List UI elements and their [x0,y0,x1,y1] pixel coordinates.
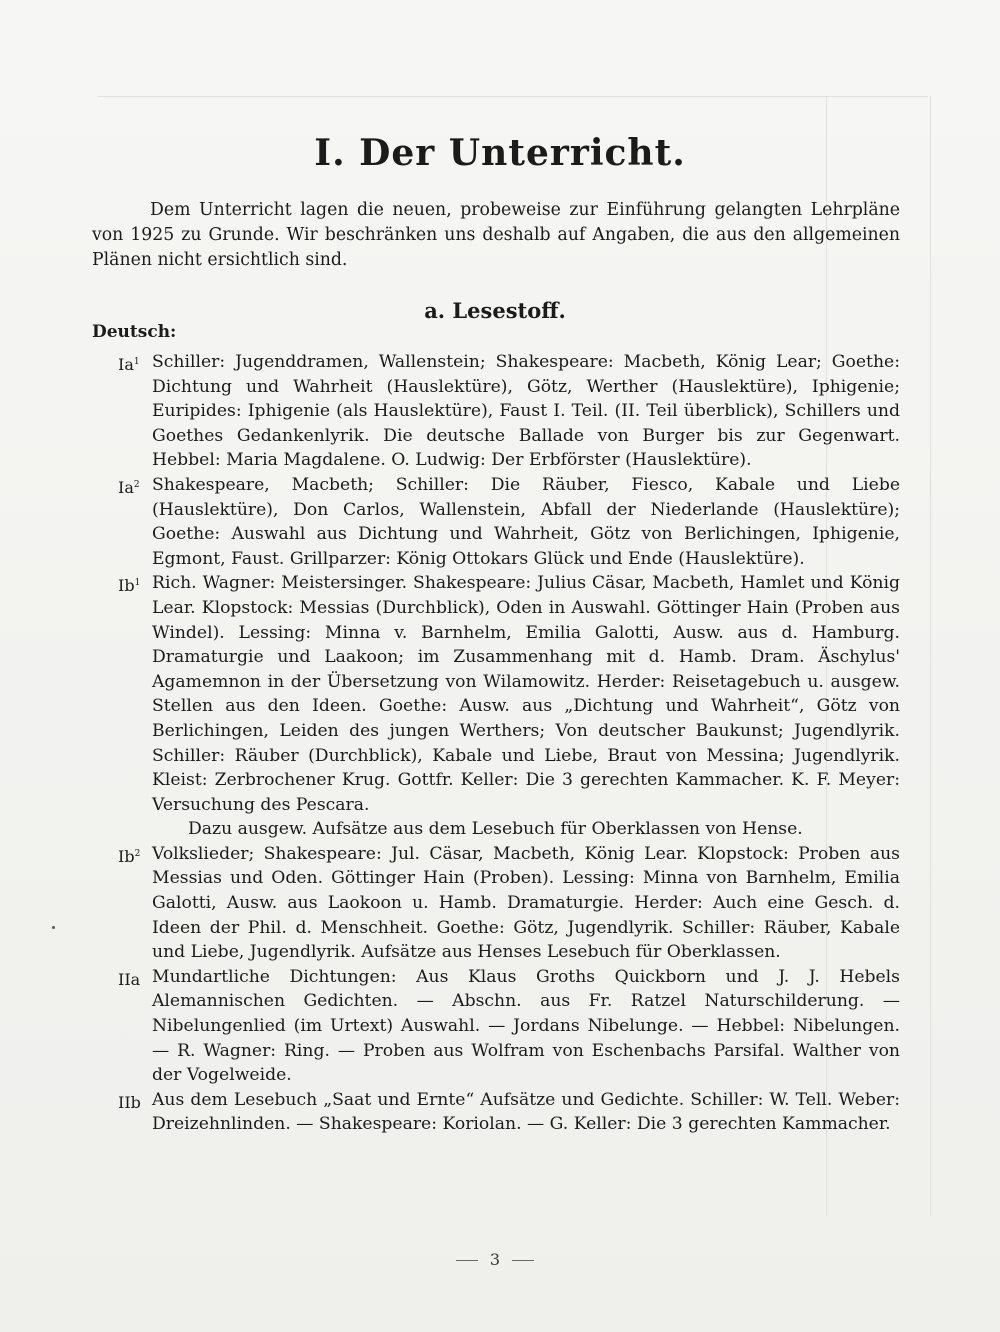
reading-list [92,350,900,1137]
class-label: IIb [118,1092,141,1112]
class-entry [92,571,900,842]
entry-text: Shakespeare, Macbeth; Schiller: Die Räuber, Fiesco, Kabale und Liebe (Hauslektüre), Don Carlos, Wallenstein, Abfall der Niederlande (Hauslektüre); Goethe: Auswahl aus Dichtung und Wahrheit, Götz von Berlichingen, Iphigenie, Egmont, Faust. Grillparzer: König Ottokars Glück und Ende (Hauslektüre). [152,474,900,569]
class-label: Ib$^2$ [118,846,141,866]
class-entry [92,350,900,473]
class-entry [92,842,900,965]
intro-paragraph: Dem Unterricht lagen die neuen, probeweise zur Einführung gelangten Lehrpläne von 1925 zu Grunde. Wir beschränken uns deshalb auf Angaben, die aus den allgemeinen Plänen nicht ersichtlich sind. [92,200,900,270]
entry-text: Schiller: Jugenddramen, Wallenstein; Shakespeare: Macbeth, König Lear; Goethe: Dichtung und Wahrheit (Hauslektüre), Götz, Werther (Hauslektüre), Iphigenie; Euripides: Iphigenie (als Hauslektüre), Faust I. Teil. (II. Teil überblick), Schillers und Goethes Gedankenlyrik. Die deutsche Ballade von Burger bis zur Gegenwart. Hebbel: Maria Magdalene. O. Ludwig: Der Erbförster (Hauslektüre). [152,352,900,471]
class-label: Ia$^2$ [118,477,140,497]
dash-left [456,1260,478,1261]
page-number-value: 3 [489,1250,501,1269]
entry-text: Volkslieder; Shakespeare: Jul. Cäsar, Macbeth, König Lear. Klopstock: Proben aus Messias und Oden. Göttinger Hain (Proben). Lessing: Minna von Barnhelm, Emilia Galotti, Ausw. aus Laokoon u. Hamb. Dramaturgie. Herder: Auch eine Gesch. d. Ideen der Phil. d. Menschheit. Goethe: Götz, Jugendlyrik. Schiller: Räuber, Kabale und Liebe, Jugendlyrik. Aufsätze aus Henses Lesebuch für Oberklassen. [152,843,900,963]
entry-note: Dazu ausgew. Aufsätze aus dem Lesebuch für Oberklassen von Hense. [188,819,803,840]
class-entry [92,1088,900,1137]
entry-text: Mundartliche Dichtungen: Aus Klaus Groths Quickborn und J. J. Hebels Alemannischen Gedichten. — Abschn. aus Fr. Ratzel Naturschilderung. — Nibelungenlied (im Urtext) Auswahl. — Jordans Nibelunge. — Hebbel: Nibelungen. — R. Wagner: Ring. — Proben aus Wolfram von Eschenbachs Parsifal. Walther von der Vogelweide. [152,966,900,1086]
class-entry [92,473,900,571]
entry-text: Aus dem Lesebuch „Saat und Ernte“ Aufsätze und Gedichte. Schiller: W. Tell. Weber: Dreizehnlinden. — Shakespeare: Koriolan. — G. Keller: Die 3 gerechten Kammacher. [152,1089,900,1135]
section-subtitle: a. Lesestoff. [424,298,566,323]
subject-label: Deutsch: [92,322,177,342]
page-title: I. Der Unterricht. [314,132,686,174]
ink-speck [52,926,55,929]
ghost-rule [98,96,928,97]
dash-right [512,1260,534,1261]
entry-text: Rich. Wagner: Meistersinger. Shakespeare: Julius Cäsar, Macbeth, Hamlet und König Lear. Klopstock: Messias (Durchblick), Oden in Auswahl. Göttinger Hain (Proben aus Windel). Lessing: Minna v. Barnhelm, Emilia Galotti, Ausw. aus d. Hamburg. Dramaturgie und Laakoon; im Zusammenhang mit d. Hamb. Dram. Äschylus' Agamemnon in der Übersetzung von Wilamowitz. Herder: Reisetagebuch u. ausgew. Stellen aus den Ideen. Goethe: Ausw. aus „Dichtung und Wahrheit“, Götz von Berlichingen, Leiden des jungen Werthers; Von deutscher Baukunst; Jugendlyrik. Schiller: Räuber (Durchblick), Kabale und Liebe, Braut von Messina; Jugendlyrik. Kleist: Zerbrochener Krug. Gottfr. Keller: Die 3 gerechten Kammacher. K. F. Meyer: Versuchung des Pescara. [152,573,900,815]
page-number [0,1250,990,1269]
ghost-rule [930,96,931,1216]
class-label: Ib$^1$ [118,576,141,596]
class-label: Ia$^1$ [118,355,140,374]
class-label: IIa [118,969,141,989]
class-entry [92,965,900,1088]
